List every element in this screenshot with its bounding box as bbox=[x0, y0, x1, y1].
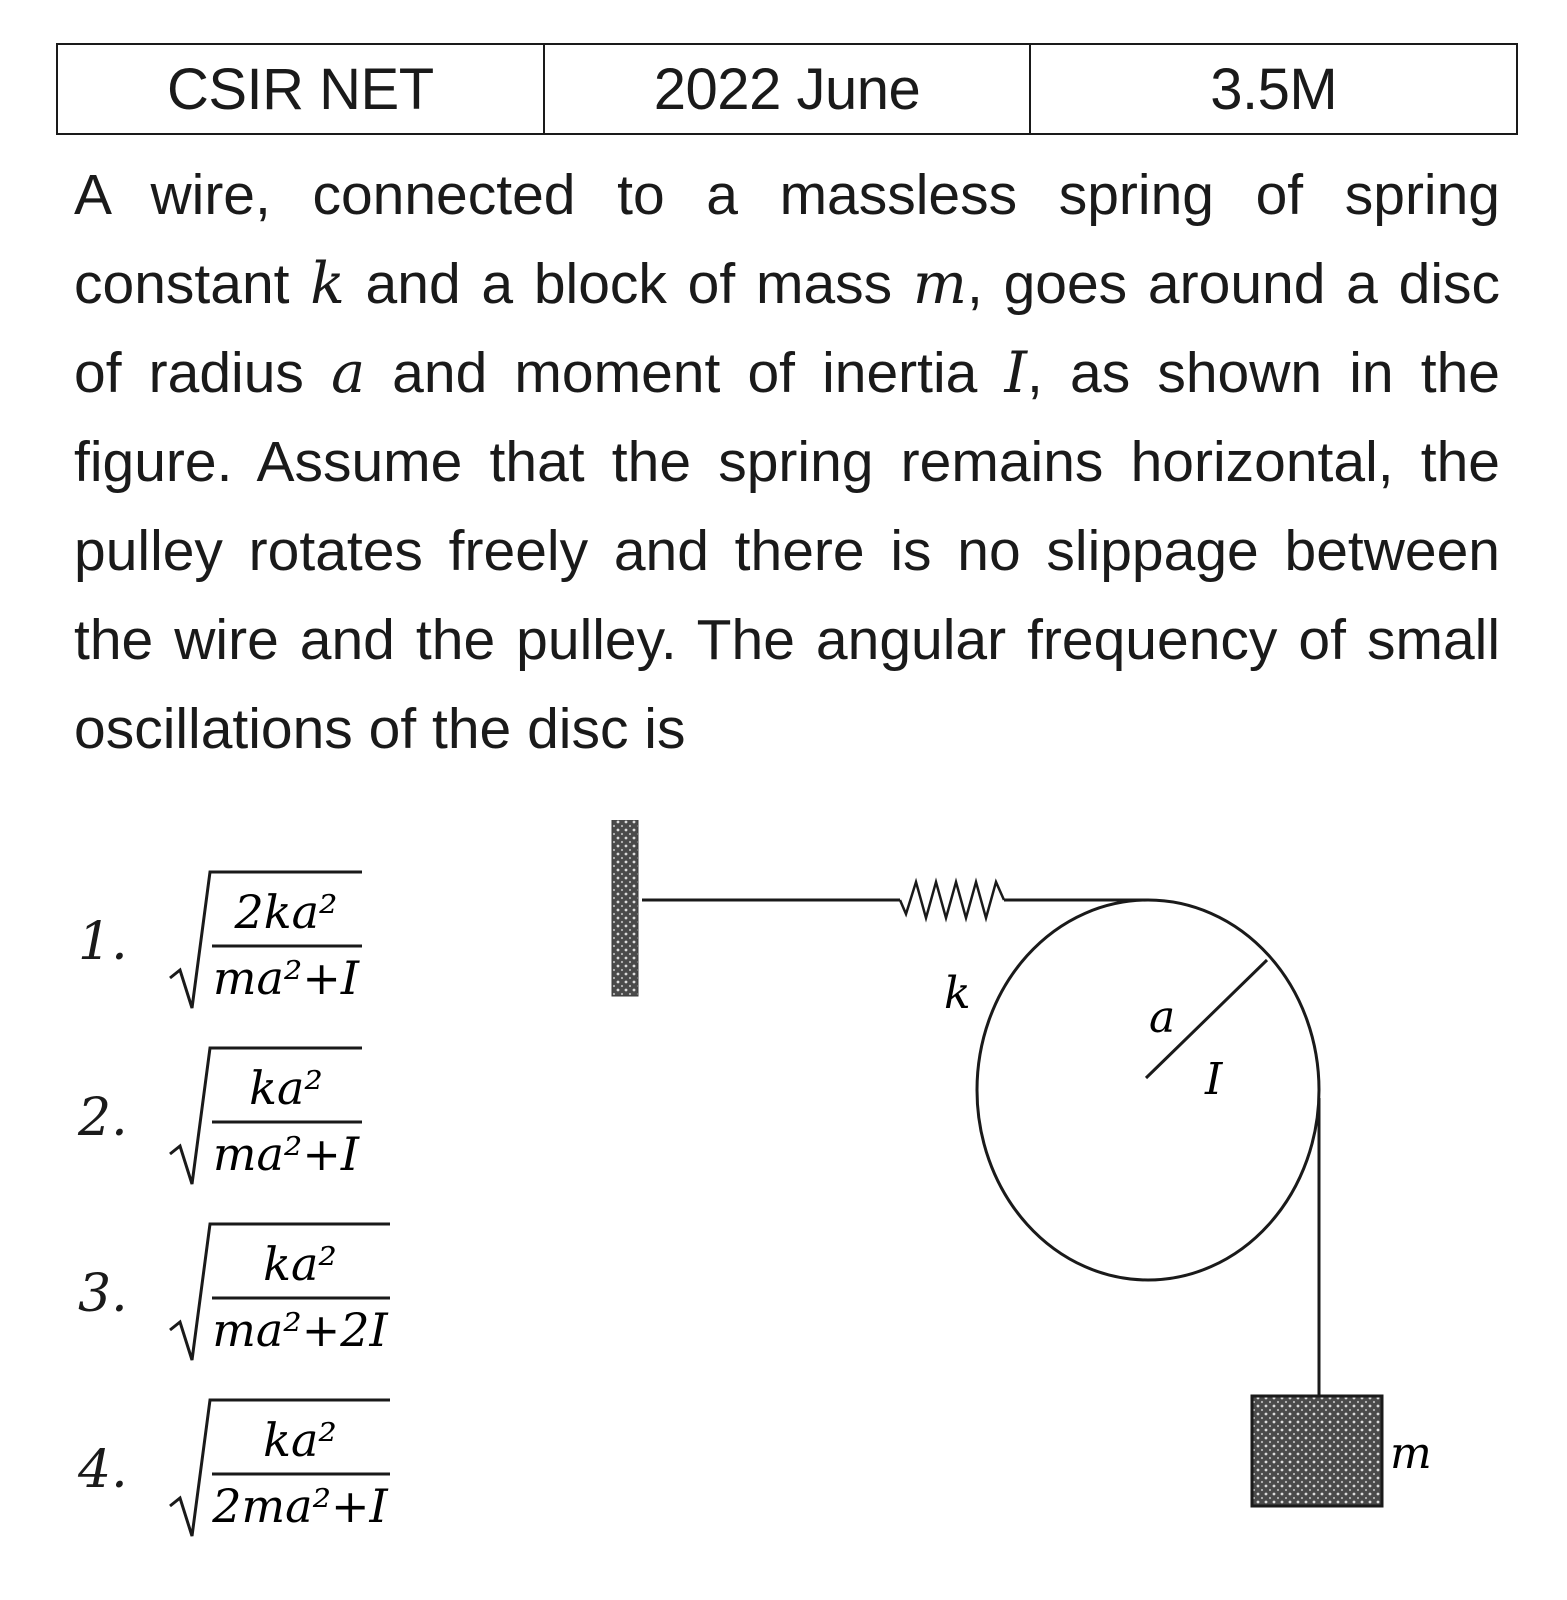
question-part: and a block of mass bbox=[344, 252, 913, 316]
option-3-formula bbox=[168, 1220, 428, 1370]
option-2-number: 2. bbox=[78, 1088, 128, 1148]
question-text bbox=[74, 151, 1500, 774]
exam-session: 2022 June bbox=[543, 45, 1030, 133]
inertia-label: I bbox=[1205, 1054, 1223, 1105]
option-2[interactable] bbox=[168, 1044, 408, 1199]
pulley-figure bbox=[600, 820, 1500, 1560]
question-part: A wire, connected to a massless spring of spring constant bbox=[74, 163, 1500, 316]
option-4-denominator: 2ma²+I bbox=[212, 1479, 388, 1533]
option-4-number: 4. bbox=[78, 1440, 128, 1500]
radius-label: a bbox=[1149, 992, 1176, 1043]
option-3-denominator: ma²+2I bbox=[212, 1303, 388, 1357]
pulley-disc bbox=[977, 900, 1319, 1280]
option-4-formula bbox=[168, 1396, 428, 1546]
option-1-denominator: ma²+I bbox=[212, 951, 360, 1005]
question-part: , as shown in the figure. Assume that the spring remains horizontal, the pulley rotates freely and there is no slippage between the wire and the pulley. The angular frequency of small oscillations of the disc is bbox=[74, 341, 1500, 761]
option-3-number: 3. bbox=[78, 1264, 128, 1324]
var-m: m bbox=[912, 251, 967, 317]
mass-block bbox=[1252, 1396, 1382, 1506]
header-table bbox=[56, 43, 1518, 135]
option-1[interactable] bbox=[168, 868, 408, 1023]
option-2-denominator: ma²+I bbox=[212, 1127, 360, 1181]
question-part: and moment of inertia bbox=[365, 341, 1005, 405]
var-k: k bbox=[310, 251, 345, 317]
option-2-numerator: ka² bbox=[249, 1061, 323, 1115]
var-I: I bbox=[1004, 340, 1028, 406]
option-1-formula bbox=[168, 868, 408, 1018]
option-3-numerator: ka² bbox=[263, 1237, 337, 1291]
option-4[interactable] bbox=[168, 1396, 428, 1551]
option-3[interactable] bbox=[168, 1220, 428, 1375]
var-a: a bbox=[331, 340, 366, 406]
option-1-number: 1. bbox=[78, 912, 128, 972]
marks: 3.5M bbox=[1029, 45, 1516, 133]
exam-name: CSIR NET bbox=[166, 56, 434, 122]
option-1-numerator: 2ka² bbox=[234, 885, 338, 939]
question-part: , goes around a disc of radius bbox=[74, 252, 1501, 405]
option-4-numerator: ka² bbox=[263, 1413, 337, 1467]
spring-label: k bbox=[944, 968, 971, 1019]
option-2-formula bbox=[168, 1044, 408, 1194]
mass-label: m bbox=[1390, 1428, 1432, 1479]
spring bbox=[900, 882, 1004, 918]
wall bbox=[612, 820, 638, 996]
